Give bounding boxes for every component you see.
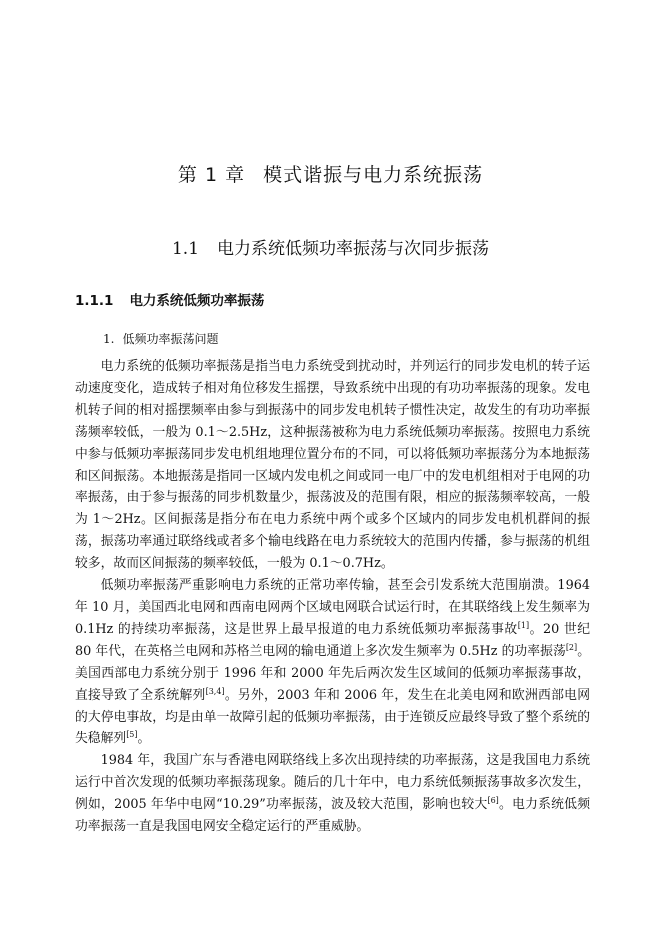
chapter-title	[0, 160, 661, 187]
section-title	[0, 234, 661, 259]
body-text	[75, 356, 590, 838]
paragraph-3-text-a: 1984 年，我国广东与香港电网联络线上多次出现持续的功率振荡，这是我国电力系统运行中首次发现的低频功率振荡现象。随后的几十年中，电力系统低频振荡事故多次发生，例如，2005 年华中电网“10.29”功率振荡，波及较大范围，影响也较大	[75, 753, 590, 813]
subsection-title	[75, 289, 264, 309]
citation-6: [6]	[487, 796, 499, 806]
section-number: 1.1	[171, 239, 200, 259]
paragraph-2	[75, 575, 590, 750]
subsection-number: 1.1.1	[75, 293, 114, 309]
paragraph-2-text-d: 。另外，2003 年和 2006 年，发生在北美电网和欧洲西部电网的大停电事故，均是由单一故障引起的低频功率振荡，由于连锁反应最终导致了整个系统的失稳解列	[75, 687, 590, 747]
item-title-text: 低频功率振荡问题	[122, 332, 219, 346]
citation-2: [2]	[565, 642, 578, 652]
paragraph-2-text-e: 。	[137, 731, 151, 747]
paragraph-1-text: 电力系统的低频功率振荡是指当电力系统受到扰动时，并列运行的同步发电机的转子运动速度变化，造成转子相对角位移发生摇摆，导致系统中出现的有功功率振荡的现象。发电机转子间的相对摇摆频率由参与到振荡中的同步发电机转子惯性决定，故发生的有功功率振荡频率较低，一般为 0.1～2.5Hz，这种振荡被称为电力系统低频功率振荡。按照电力系统中参与低频功率振荡同步发电机组地理位置分布的不同，可以将低频功率振荡分为本地振荡和区间振荡。本地振荡是指同一区域内发电机之间或同一电厂中的发电机组相对于电网的功率振荡，由于参与振荡的同步机数量少，振荡波及的范围有限，相应的振荡频率较高，一般为 1～2Hz。区间振荡是指分布在电力系统中两个或多个区域内的同步发电机机群间的振荡，振荡功率通过联络线或者多个输电线路在电力系统较大的范围内传播，参与振荡的机组较多，故而区间振荡的频率较低，一般为 0.1～0.7Hz。	[75, 359, 590, 572]
subsection-title-text: 电力系统低频功率振荡	[129, 293, 265, 309]
paragraph-3-text-b: 。电力系统低频功率振荡一直是我国电网安全稳定运行的严重威胁。	[75, 797, 590, 835]
chapter-number: 第 1 章	[177, 164, 246, 186]
chapter-title-text: 模式谐振与电力系统振荡	[263, 164, 484, 186]
citation-5: [5]	[126, 730, 138, 740]
paragraph-1	[75, 356, 590, 575]
paragraph-2-text-b: 。20 世纪 80 年代，在英格兰电网和苏格兰电网的输电通道上多次发生频率为 0.5Hz 的功率振荡	[75, 621, 590, 659]
paragraph-2-text-c: 。美国西部电力系统分别于 1996 年和 2000 年先后两次发生区域间的低频功率振荡事故，直接导致了全系统解列	[75, 643, 591, 703]
citation-3-4: [3,4]	[205, 686, 225, 696]
paragraph-2-text-a: 低频功率振荡严重影响电力系统的正常功率传输，甚至会引发系统大范围崩溃。1964 年 10 月，美国西北电网和西南电网两个区域电网联合试运行时，在其联络线上发生频率为 0.1Hz 的持续功率振荡，这是世界上最早报道的电力系统低频功率振荡事故	[75, 578, 590, 637]
section-title-text: 电力系统低频功率振荡与次同步振荡	[217, 239, 490, 259]
paragraph-3	[75, 750, 590, 838]
item-heading	[103, 330, 218, 347]
item-number: 1.	[103, 332, 115, 346]
citation-1: [1]	[517, 620, 530, 630]
